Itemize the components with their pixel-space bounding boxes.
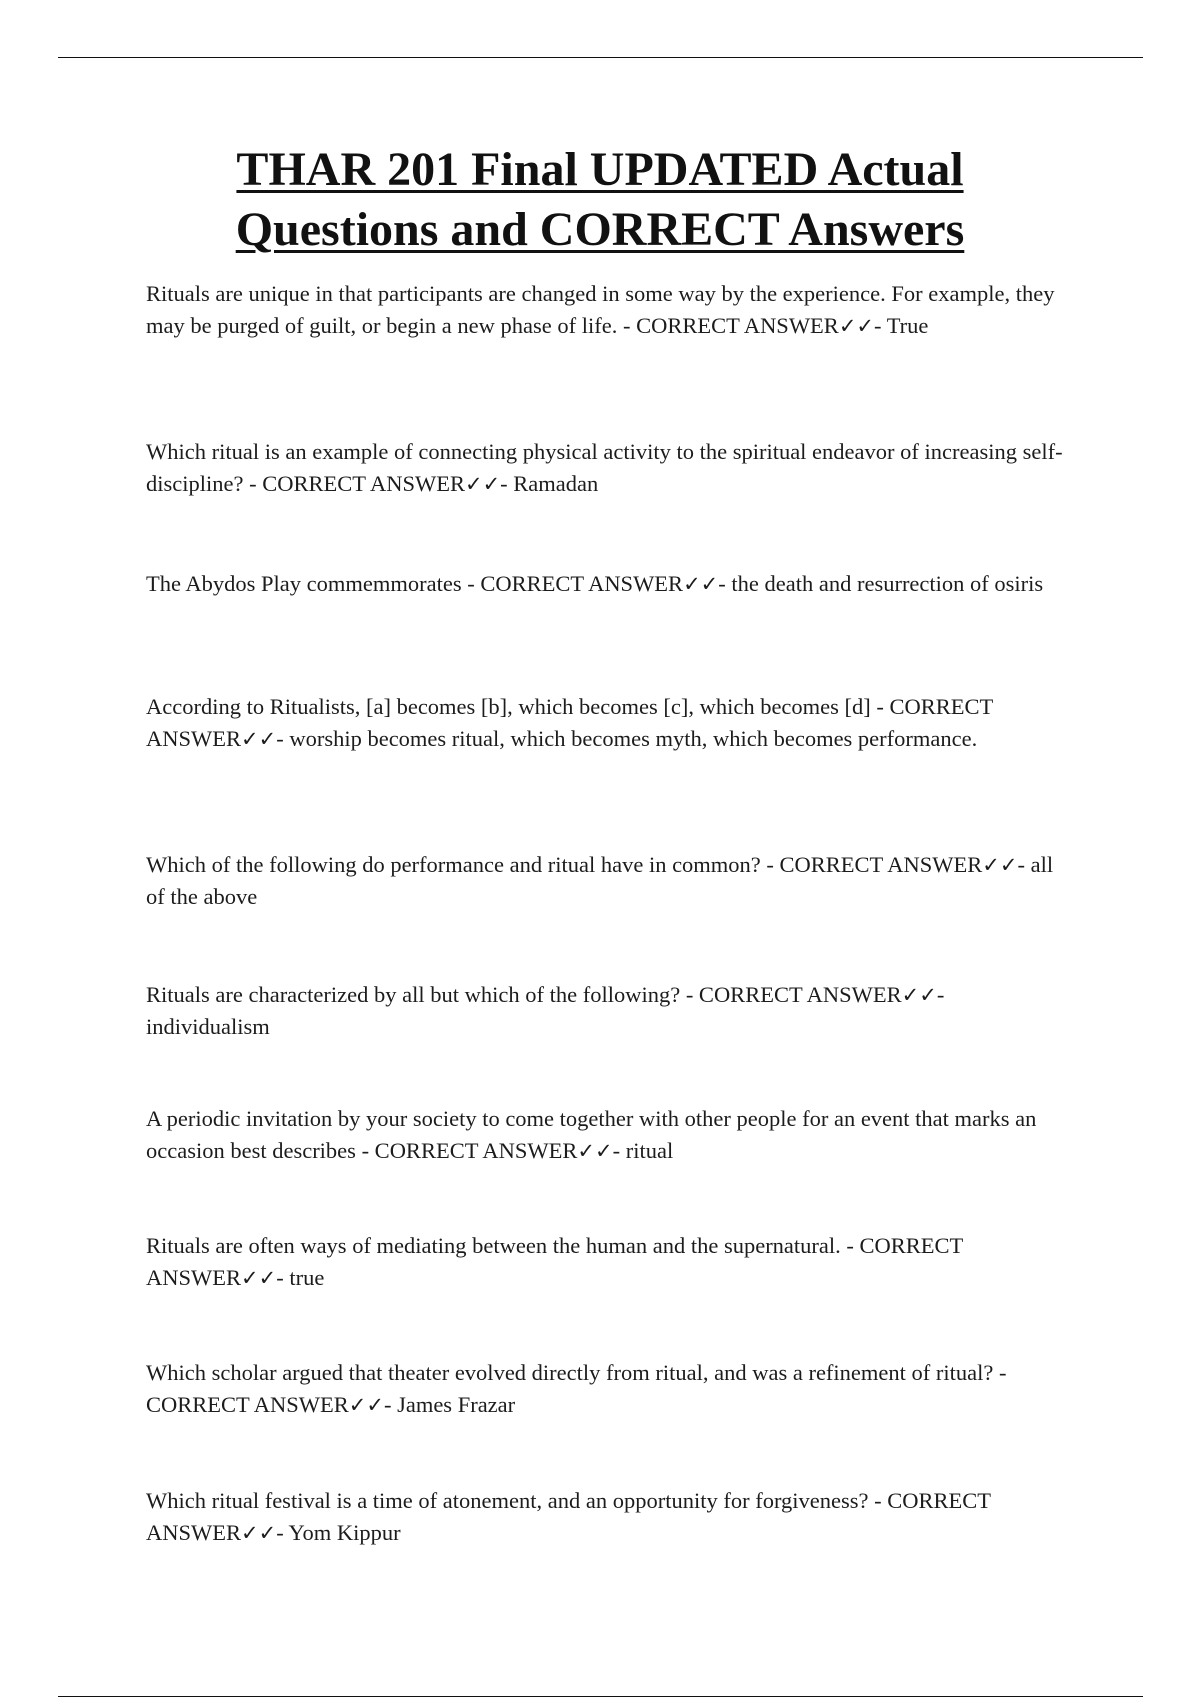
footer-rule [58, 1696, 1143, 1697]
qa-item-8 [146, 1230, 1066, 1294]
answer-separator: - [1017, 852, 1031, 877]
question-text: The Abydos Play commemmorates [146, 571, 462, 596]
check-marks-icon: ✓✓ [348, 1393, 384, 1417]
answer-separator: - [718, 571, 732, 596]
question-text: Rituals are unique in that participants are changed in some way by the experience. For example, they may be purged of guilt, or begin a new phase of life. [146, 281, 1055, 338]
answer-separator: - [276, 1520, 289, 1545]
answer-text: individualism [146, 1014, 270, 1039]
answer-text: worship becomes ritual, which becomes myth, which becomes performance. [289, 726, 978, 751]
answer-text: the death and resurrection of osiris [731, 571, 1044, 596]
check-marks-icon: ✓✓ [241, 1521, 277, 1545]
title-line-2: Questions and CORRECT Answers [235, 203, 965, 256]
answer-text: James Frazar [397, 1392, 516, 1417]
answer-marker: - CORRECT ANSWER [146, 694, 993, 751]
question-text: Which scholar argued that theater evolved directly from ritual, and was a refinement of ritual? [146, 1360, 994, 1385]
answer-marker: - CORRECT ANSWER [146, 1488, 991, 1545]
check-marks-icon: ✓✓ [577, 1139, 613, 1163]
answer-separator: - [936, 982, 945, 1007]
question-text: A periodic invitation by your society to come together with other people for an event that marks an occasion best describes [146, 1106, 1037, 1163]
answer-marker: - CORRECT ANSWER [617, 313, 839, 338]
answer-marker: - CORRECT ANSWER [355, 1138, 578, 1163]
qa-item-9 [146, 1357, 1066, 1421]
answer-marker: - CORRECT ANSWER [243, 471, 465, 496]
check-marks-icon: ✓✓ [838, 314, 875, 338]
check-marks-icon: ✓✓ [464, 472, 501, 496]
check-marks-icon: ✓✓ [901, 983, 937, 1007]
answer-separator: - [612, 1138, 626, 1163]
header-rule [58, 57, 1143, 58]
answer-text: Ramadan [513, 471, 599, 496]
question-text: Which ritual festival is a time of atonement, and an opportunity for forgiveness? [146, 1488, 869, 1513]
answer-text: all of the above [146, 852, 1054, 909]
answer-text: ritual [625, 1138, 674, 1163]
qa-item-4 [146, 691, 1066, 755]
document-title [0, 140, 1200, 260]
answer-text: Yom Kippur [288, 1520, 401, 1545]
qa-item-2 [146, 436, 1066, 500]
question-text: Rituals are characterized by all but which of the following? [146, 982, 681, 1007]
check-marks-icon: ✓✓ [241, 727, 277, 751]
check-marks-icon: ✓✓ [683, 572, 719, 596]
answer-marker: - CORRECT ANSWER [680, 982, 902, 1007]
answer-separator: - [383, 1392, 398, 1417]
answer-separator: - [874, 313, 887, 338]
qa-item-6 [146, 979, 1066, 1043]
qa-item-3 [146, 568, 1066, 600]
qa-item-7 [146, 1103, 1066, 1167]
qa-item-1 [146, 278, 1066, 342]
check-marks-icon: ✓✓ [982, 853, 1018, 877]
qa-item-10 [146, 1485, 1066, 1549]
question-text: Which ritual is an example of connecting physical activity to the spiritual endeavor of increasing self-discipline? [146, 439, 1063, 496]
title-line-1: THAR 201 Final UPDATED Actual [236, 143, 964, 196]
answer-marker: - CORRECT ANSWER [146, 1233, 963, 1290]
check-marks-icon: ✓✓ [241, 1266, 277, 1290]
answer-separator: - [276, 1265, 290, 1290]
answer-marker: - CORRECT ANSWER [760, 852, 983, 877]
answer-separator: - [276, 726, 290, 751]
answer-text: true [289, 1265, 325, 1290]
qa-item-5 [146, 849, 1066, 913]
question-text: Which of the following do performance and ritual have in common? [146, 852, 761, 877]
question-text: According to Ritualists, [a] becomes [b], which becomes [c], which becomes [d] [146, 694, 871, 719]
answer-separator: - [500, 471, 514, 496]
answer-text: True [886, 313, 929, 338]
question-text: Rituals are often ways of mediating between the human and the supernatural. [146, 1233, 841, 1258]
answer-marker: - CORRECT ANSWER [461, 571, 684, 596]
answer-marker: - CORRECT ANSWER [146, 1360, 1007, 1417]
